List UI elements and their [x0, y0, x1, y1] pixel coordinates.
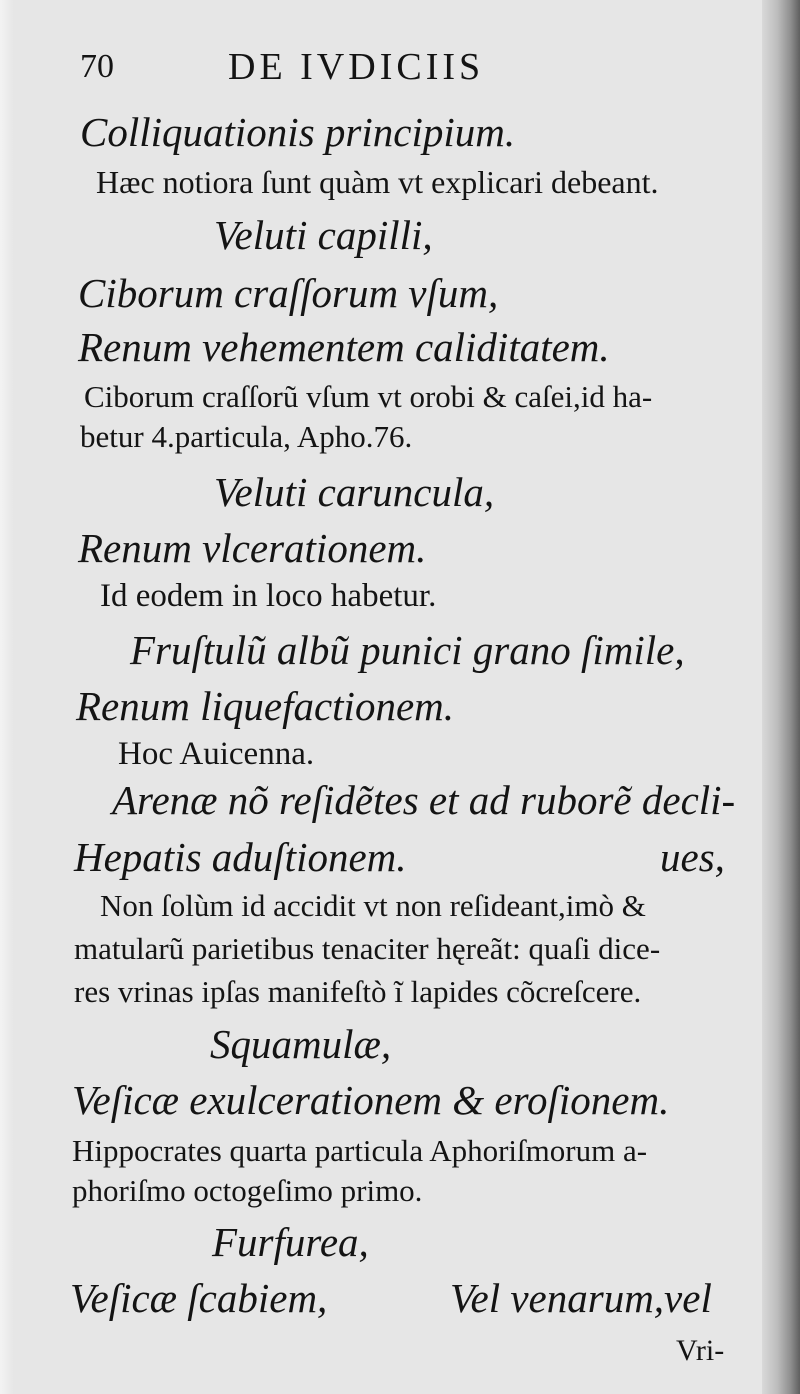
- text-line-9: Renum vlcerationem.: [78, 525, 427, 571]
- page-gutter-shadow: [762, 0, 800, 1394]
- text-line-15: Hepatis aduſtionem.: [74, 834, 407, 880]
- text-line-5: Renum vehementem caliditatem.: [78, 324, 610, 370]
- page-left-edge: [0, 0, 14, 1394]
- text-line-3: Veluti capilli,: [214, 212, 433, 258]
- text-line-19: Squamulæ,: [210, 1021, 392, 1067]
- text-line-10: Id eodem in loco habetur.: [100, 578, 437, 614]
- text-line-12: Renum liquefactionem.: [76, 683, 455, 729]
- text-line-24: Veſicæ ſcabiem,: [70, 1275, 328, 1321]
- text-line-20: Veſicæ exulcerationem & eroſionem.: [72, 1077, 670, 1123]
- text-line-23: Furfurea,: [212, 1219, 369, 1265]
- text-line-8: Veluti caruncula,: [214, 469, 495, 515]
- text-line-24-right: Vel venarum,vel: [450, 1275, 712, 1321]
- text-line-4: Ciborum craſſorum vſum,: [78, 270, 499, 316]
- text-line-6: Ciborum craſſorũ vſum vt orobi & caſei,id ha-: [84, 379, 653, 414]
- catchword: Vri-: [676, 1334, 725, 1367]
- text-line-11: Fruſtulũ albũ punici grano ſimile,: [130, 627, 685, 673]
- text-line-17: matularũ parietibus tenaciter hęreãt: quaſi dice-: [74, 931, 661, 966]
- text-line-2: Hæc notiora ſunt quàm vt explicari debeant.: [96, 164, 659, 200]
- page-number: 70: [80, 48, 114, 85]
- text-line-14: Arenæ nõ reſidẽtes et ad ruborẽ decli-: [112, 777, 736, 823]
- text-line-16: Non ſolùm id accidit vt non reſideant,imò &: [100, 888, 646, 923]
- text-line-21: Hippocrates quarta particula Aphoriſmorum a-: [72, 1133, 648, 1168]
- text-line-1: Colliquationis principium.: [80, 109, 516, 155]
- text-line-22: phoriſmo octogeſimo primo.: [72, 1173, 423, 1208]
- running-title: DE IVDICIIS: [228, 46, 485, 88]
- text-line-13: Hoc Auicenna.: [118, 736, 315, 772]
- text-line-18: res vrinas ipſas manifeſtò ĩ lapides cõcreſcere.: [74, 974, 642, 1009]
- text-line-15-catchword: ues,: [660, 834, 725, 880]
- text-line-7: betur 4.particula, Apho.76.: [80, 419, 413, 454]
